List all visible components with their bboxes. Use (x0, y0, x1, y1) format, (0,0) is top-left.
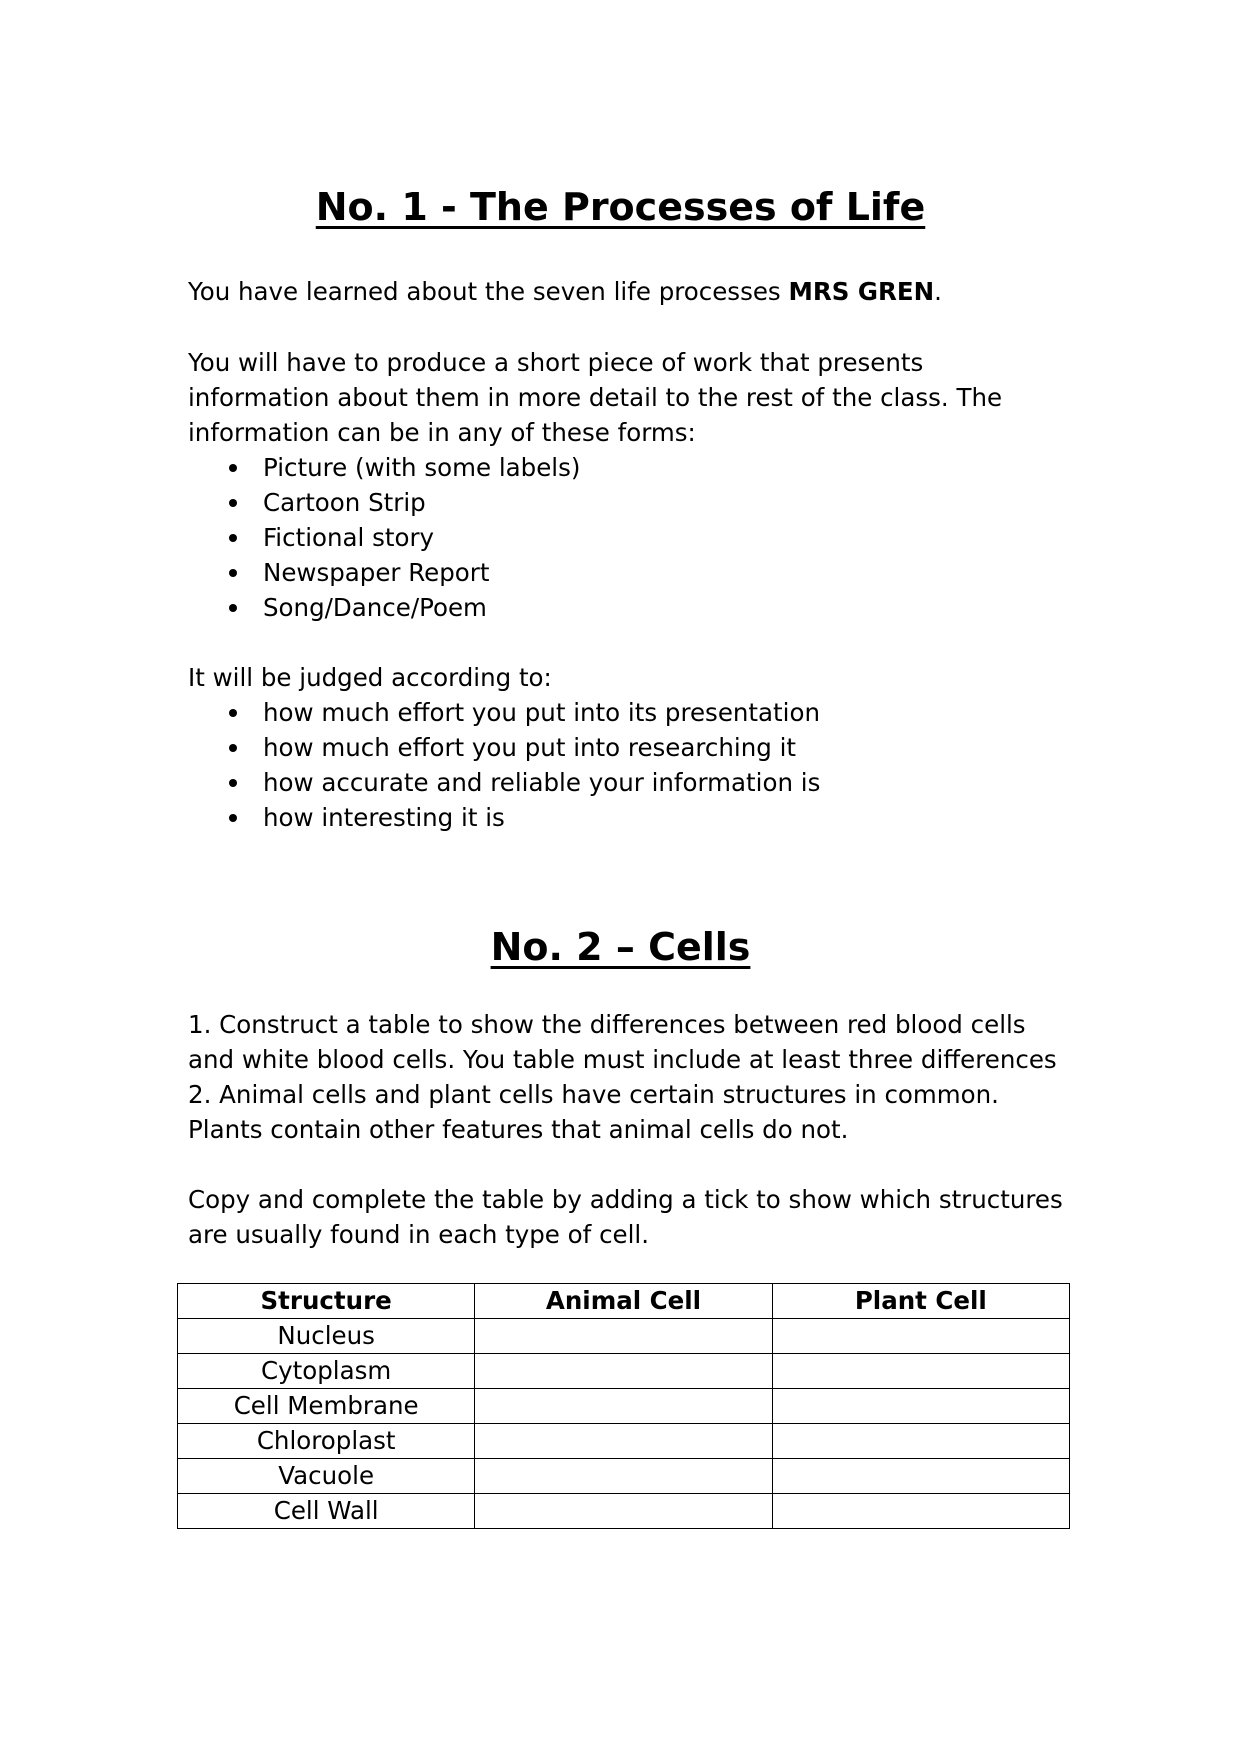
animal-cell-tick (475, 1424, 772, 1459)
table-row (178, 1354, 1070, 1389)
section1-intro (188, 274, 1068, 309)
section2-instruction: Copy and complete the table by adding a tick to show which structures are usually found in each type of cell. (188, 1185, 1063, 1249)
list-item: Fictional story (188, 520, 580, 555)
header-animal-cell: Animal Cell (475, 1284, 772, 1319)
animal-cell-tick (475, 1459, 772, 1494)
plant-cell-tick (772, 1354, 1069, 1389)
list-item: how much effort you put into its presentation (188, 695, 820, 730)
plant-cell-tick (772, 1319, 1069, 1354)
section2-title: No. 2 – Cells (490, 925, 751, 969)
list-item: how much effort you put into researching it (188, 730, 820, 765)
judged-intro: It will be judged according to: (188, 663, 552, 692)
structure-cell: Vacuole (178, 1459, 475, 1494)
header-structure: Structure (178, 1284, 475, 1319)
structure-cell: Chloroplast (178, 1424, 475, 1459)
table-row (178, 1494, 1070, 1529)
animal-cell-tick (475, 1494, 772, 1529)
list-item: Newspaper Report (188, 555, 580, 590)
section1-task: You will have to produce a short piece of work that presents information about them in more detail to the rest of the class. The information can be in any of these forms: (188, 348, 1003, 447)
intro-suffix: . (934, 277, 942, 306)
forms-list (188, 450, 580, 625)
table-header-row (178, 1284, 1070, 1319)
cell-structures-table (177, 1283, 1070, 1529)
list-item: how interesting it is (188, 800, 820, 835)
structure-cell: Cell Membrane (178, 1389, 475, 1424)
section2-item1: 1. Construct a table to show the differences between red blood cells and white blood cells. You table must include at least three differences (188, 1010, 1057, 1074)
structure-cell: Cell Wall (178, 1494, 475, 1529)
plant-cell-tick (772, 1459, 1069, 1494)
table-row (178, 1459, 1070, 1494)
list-item: Song/Dance/Poem (188, 590, 580, 625)
structure-cell: Cytoplasm (178, 1354, 475, 1389)
plant-cell-tick (772, 1424, 1069, 1459)
header-plant-cell: Plant Cell (772, 1284, 1069, 1319)
animal-cell-tick (475, 1354, 772, 1389)
section2-item2: 2. Animal cells and plant cells have certain structures in common. Plants contain other features that animal cells do not. (188, 1080, 999, 1144)
plant-cell-tick (772, 1389, 1069, 1424)
criteria-list (188, 695, 820, 835)
list-item: Picture (with some labels) (188, 450, 580, 485)
mrs-gren-term: MRS GREN (788, 277, 935, 306)
list-item: how accurate and reliable your information is (188, 765, 820, 800)
plant-cell-tick (772, 1494, 1069, 1529)
table-row (178, 1319, 1070, 1354)
structure-cell: Nucleus (178, 1319, 475, 1354)
intro-text: You have learned about the seven life processes (188, 277, 789, 306)
table-row (178, 1389, 1070, 1424)
section1-title: No. 1 - The Processes of Life (315, 185, 926, 229)
animal-cell-tick (475, 1319, 772, 1354)
list-item: Cartoon Strip (188, 485, 580, 520)
animal-cell-tick (475, 1389, 772, 1424)
table-row (178, 1424, 1070, 1459)
